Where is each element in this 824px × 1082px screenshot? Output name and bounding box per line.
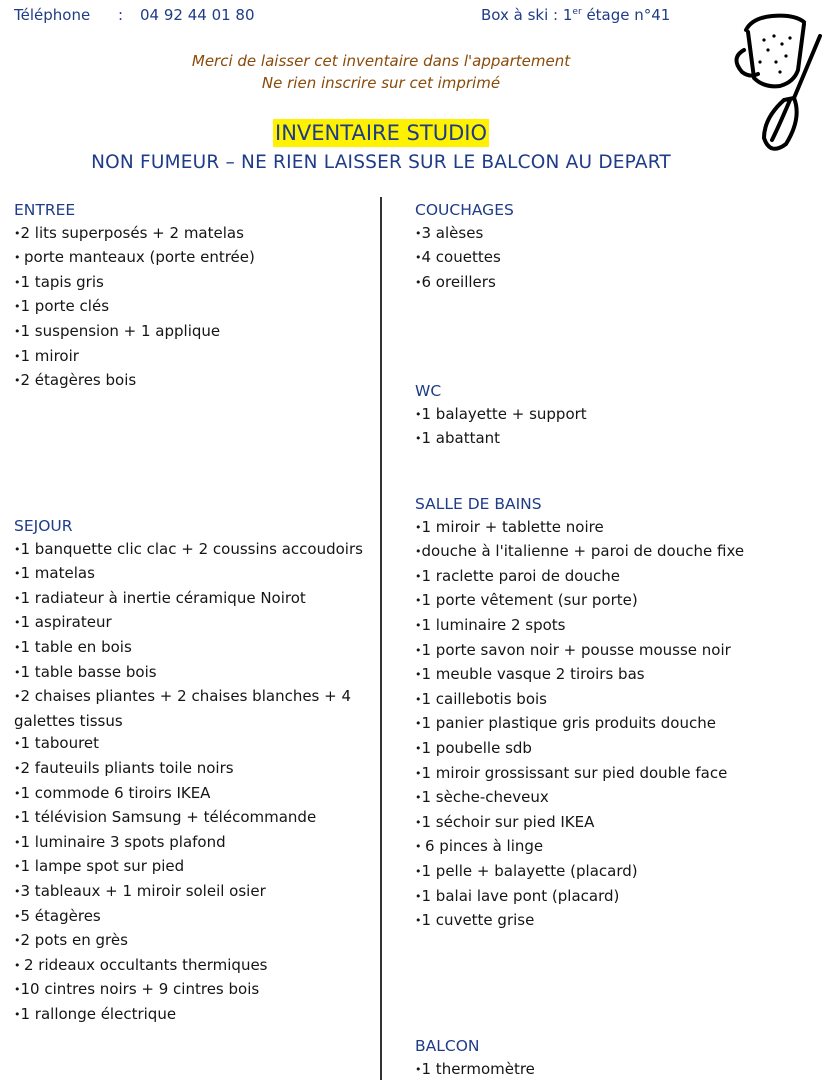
- phone-separator: :: [118, 6, 124, 24]
- list-item: • 2 pots en grès: [14, 929, 374, 954]
- section-heading: WC: [415, 382, 442, 400]
- list-item: • 1 commode 6 tiroirs IKEA: [14, 782, 374, 807]
- box-sup: er: [572, 7, 582, 17]
- section-heading: SEJOUR: [14, 517, 73, 535]
- list-item-continuation: galettes tissus: [14, 711, 123, 730]
- list-item: • 1 aspirateur: [14, 611, 374, 636]
- section-sejour: [14, 515, 374, 1027]
- section-heading: ENTREE: [14, 201, 76, 219]
- list-item: • 1 thermomètre: [415, 1058, 820, 1082]
- list-item: • 1 balai lave pont (placard): [415, 885, 820, 910]
- list-item: • 1 pelle + balayette (placard): [415, 860, 820, 885]
- list-item: • 1 balayette + support: [415, 403, 820, 428]
- list-item: • 2 lits superposés + 2 matelas: [14, 222, 374, 247]
- title-wrap: [0, 119, 762, 147]
- list-item: • 1 cuvette grise: [415, 909, 820, 934]
- section-heading: BALCON: [415, 1037, 480, 1055]
- list-item: • 1 miroir: [14, 345, 374, 370]
- list-item: • 5 étagères: [14, 905, 374, 930]
- list-item: • 1 porte vêtement (sur porte): [415, 589, 820, 614]
- page-subtitle: NON FUMEUR – NE RIEN LAISSER SUR LE BALCON AU DEPART: [91, 152, 671, 173]
- list-item: • 1 miroir grossissant sur pied double face: [415, 762, 820, 787]
- phone-line: [14, 6, 255, 24]
- list-item: • 1 rallonge électrique: [14, 1003, 374, 1028]
- list-item: • 1 table basse bois: [14, 661, 374, 686]
- list-item: • 3 alèses: [415, 222, 820, 247]
- box-prefix: Box à ski : 1: [481, 6, 573, 24]
- list-item: • 6 oreillers: [415, 271, 820, 296]
- list-item: • 1 télévision Samsung + télécommande: [14, 806, 374, 831]
- phone-number: 04 92 44 01 80: [140, 6, 255, 24]
- list-item: • porte manteaux (porte entrée): [14, 246, 374, 271]
- list-item: • 1 meuble vasque 2 tiroirs bas: [415, 663, 820, 688]
- list-item: • 1 banquette clic clac + 2 coussins accoudoirs: [14, 538, 374, 563]
- list-item: • 3 tableaux + 1 miroir soleil osier: [14, 880, 374, 905]
- list-item: • 1 poubelle sdb: [415, 737, 820, 762]
- list-item: • 1 luminaire 2 spots: [415, 614, 820, 639]
- list-item: • 2 chaises pliantes + 2 chaises blanches + 4: [14, 685, 374, 710]
- section-wc: [415, 380, 820, 452]
- list-item: • 1 sèche-cheveux: [415, 786, 820, 811]
- list-item: • 2 étagères bois: [14, 369, 374, 394]
- section-entree: [14, 199, 374, 394]
- list-item: • douche à l'italienne + paroi de douche fixe: [415, 540, 820, 565]
- section-couchages: [415, 199, 820, 295]
- list-item: • 1 table en bois: [14, 636, 374, 661]
- notice-line-1: Merci de laisser cet inventaire dans l'appartement: [191, 52, 571, 70]
- list-item: • 1 radiateur à inertie céramique Noirot: [14, 587, 374, 612]
- list-item: • 1 raclette paroi de douche: [415, 565, 820, 590]
- list-item: • 1 séchoir sur pied IKEA: [415, 811, 820, 836]
- list-item: • 1 luminaire 3 spots plafond: [14, 831, 374, 856]
- notice-line-2: Ne rien inscrire sur cet imprimé: [261, 74, 501, 92]
- list-item: • 1 porte clés: [14, 295, 374, 320]
- section-balcon: [415, 1035, 820, 1082]
- column-divider: [380, 197, 382, 1080]
- list-item: • 1 panier plastique gris produits douche: [415, 712, 820, 737]
- ski-box-info: [481, 6, 670, 24]
- page-title: INVENTAIRE STUDIO: [275, 121, 487, 145]
- list-item: • 2 fauteuils pliants toile noirs: [14, 757, 374, 782]
- list-item: • 10 cintres noirs + 9 cintres bois: [14, 978, 374, 1003]
- section-heading: COUCHAGES: [415, 201, 514, 219]
- list-item: • 1 miroir + tablette noire: [415, 516, 820, 541]
- list-item: • 1 abattant: [415, 427, 820, 452]
- list-item: • 1 suspension + 1 applique: [14, 320, 374, 345]
- list-item: • 1 tapis gris: [14, 271, 374, 296]
- phone-label: Téléphone: [14, 6, 91, 24]
- section-heading: SALLE DE BAINS: [415, 495, 542, 513]
- list-item: • 1 porte savon noir + pousse mousse noir: [415, 639, 820, 664]
- list-item: • 1 tabouret: [14, 732, 374, 757]
- list-item: • 1 caillebotis bois: [415, 688, 820, 713]
- list-item: • 2 rideaux occultants thermiques: [14, 954, 374, 979]
- section-salle-de-bains: [415, 493, 820, 934]
- list-item: • 4 couettes: [415, 246, 820, 271]
- list-item: • 1 matelas: [14, 562, 374, 587]
- box-suffix: étage n°41: [581, 6, 671, 24]
- list-item: • 1 lampe spot sur pied: [14, 855, 374, 880]
- list-item: • 6 pinces à linge: [415, 835, 820, 860]
